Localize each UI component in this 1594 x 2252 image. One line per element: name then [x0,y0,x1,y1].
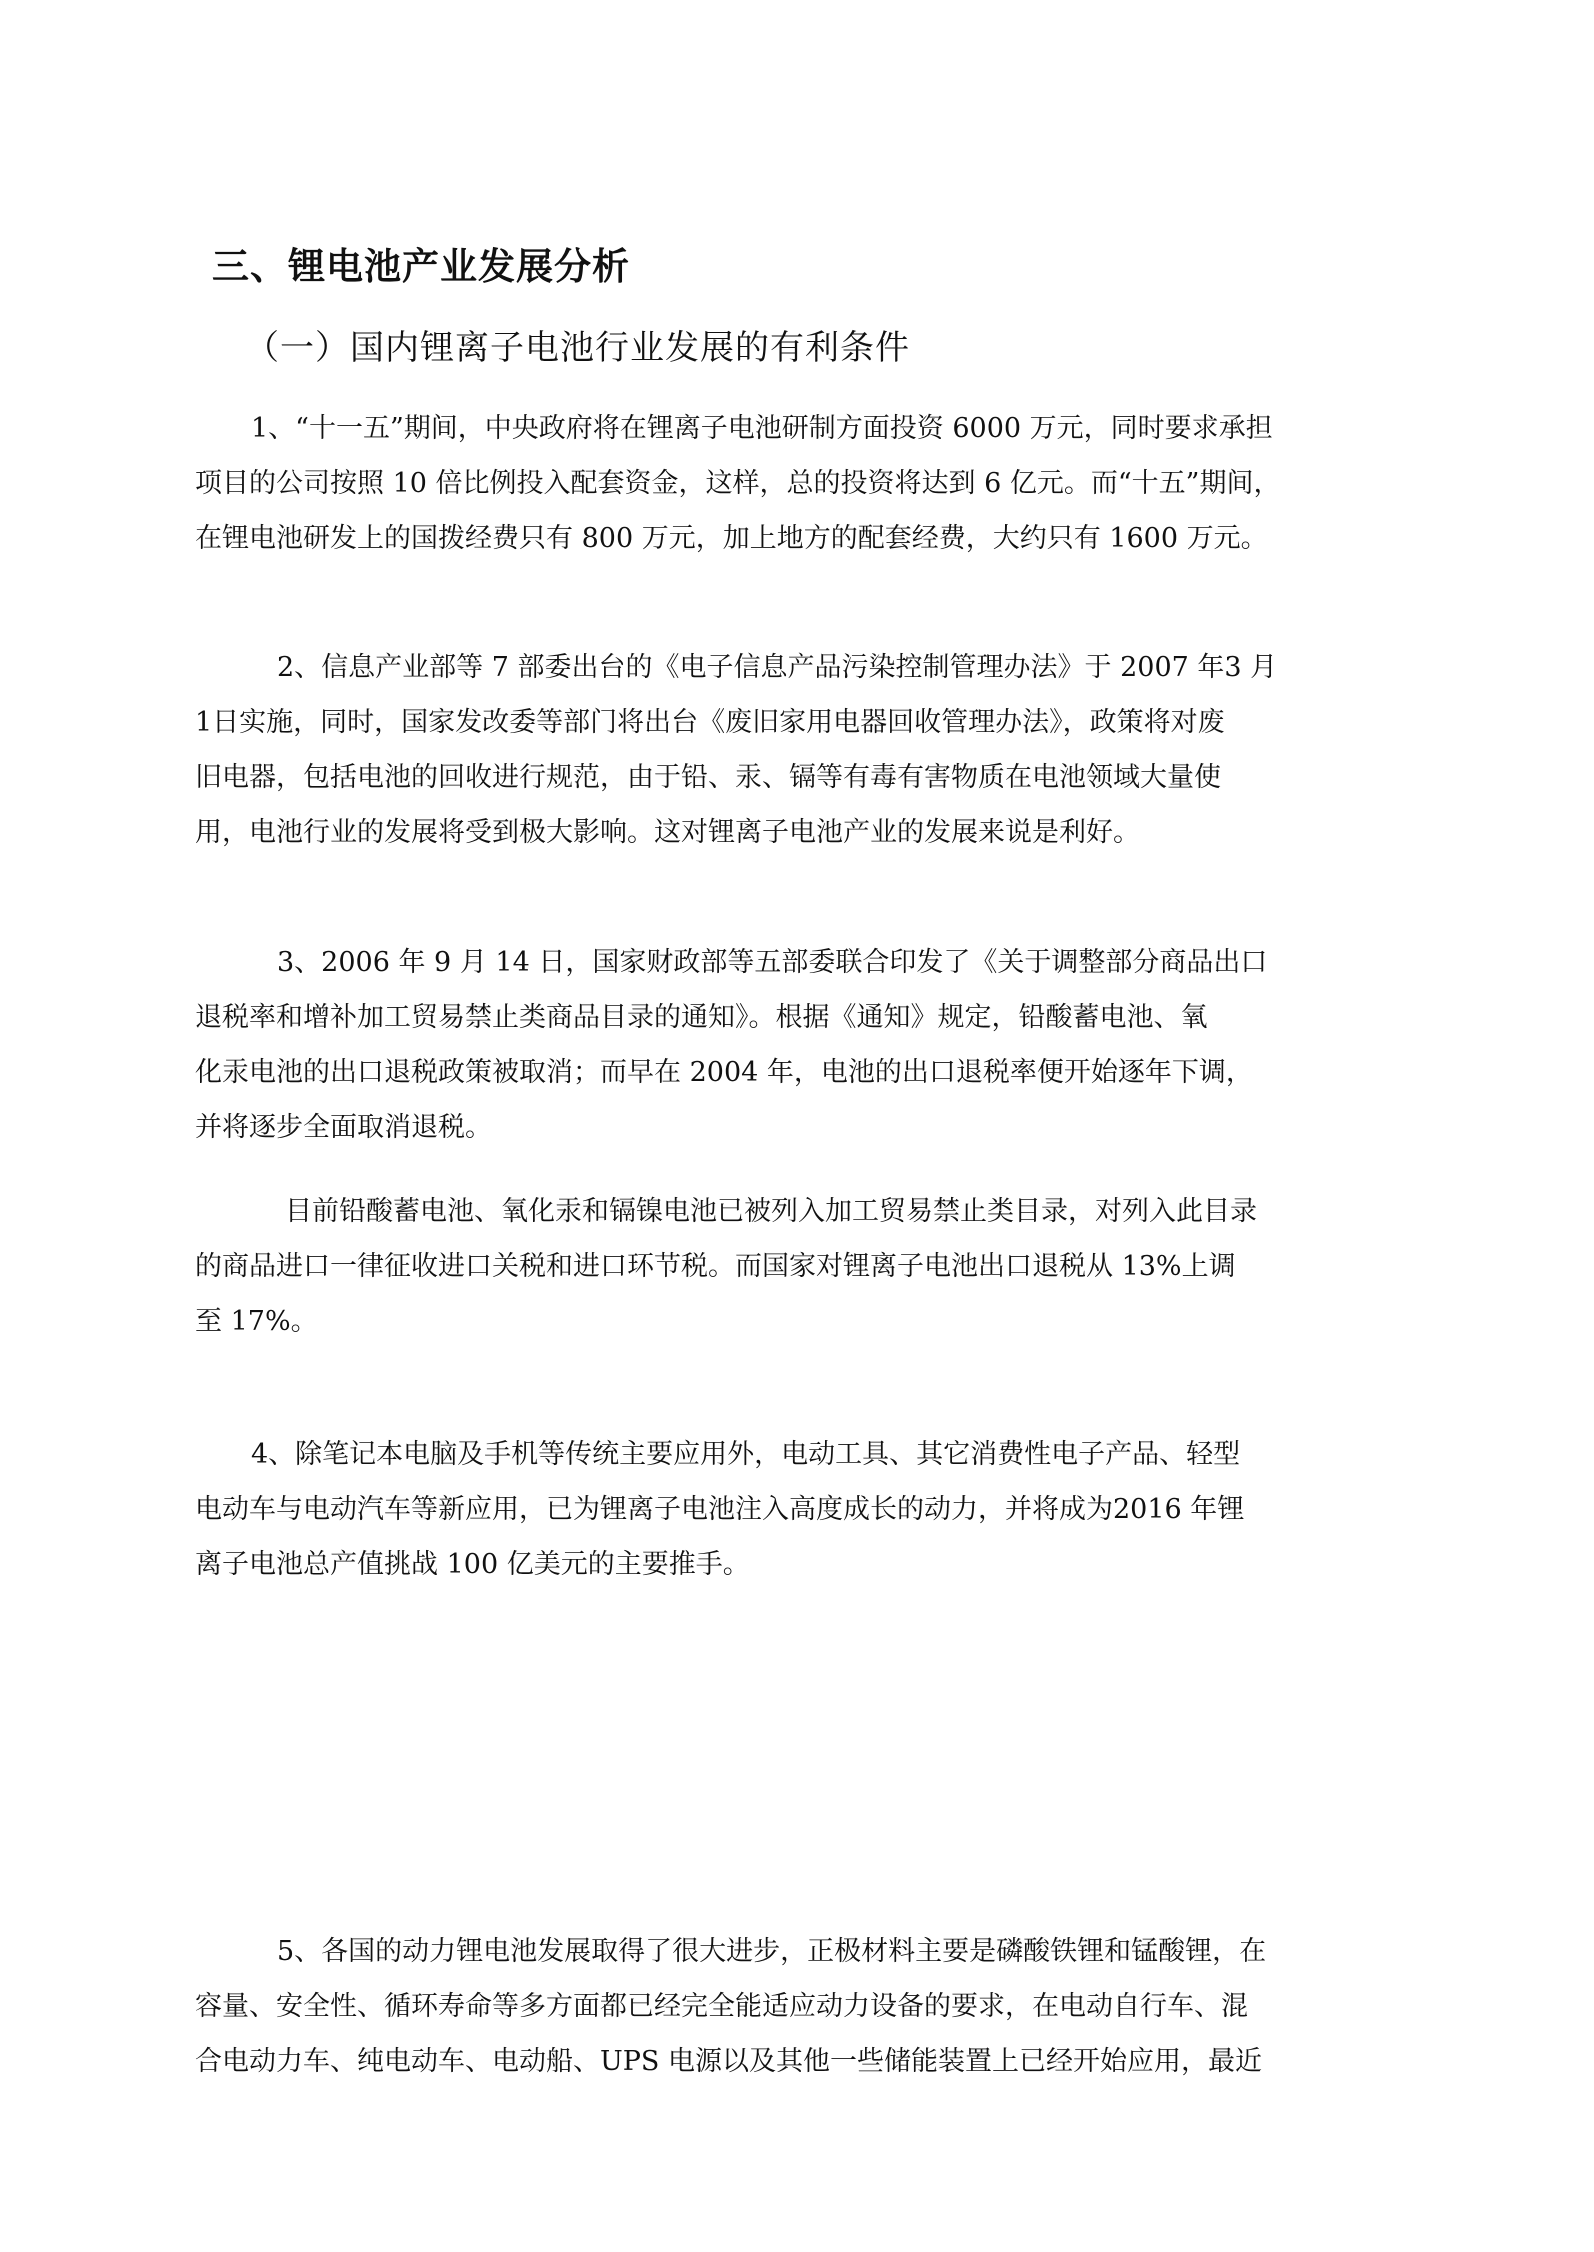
paragraph-line: 2、信息产业部等 7 部委出台的《电子信息产品污染控制管理办法》于 2007 年3 月 [277,652,1278,683]
paragraph-5 [195,1427,1421,1592]
paragraph-line: 并将逐步全面取消退税。 [195,1112,492,1143]
paragraph-line: 合电动力车、纯电动车、电动船、UPS 电源以及其他一些储能装置上已经开始应用，最近 [195,2046,1262,2077]
paragraph-line: 3、2006 年 9 月 14 日，国家财政部等五部委联合印发了《关于调整部分商品出口 [277,947,1268,978]
subsection-heading: （一）国内锂离子电池行业发展的有利条件 [245,328,910,368]
paragraph-3 [195,935,1421,1155]
paragraph-line: 容量、安全性、循环寿命等多方面都已经完全能适应动力设备的要求，在电动自行车、混 [195,1991,1248,2022]
paragraph-1 [195,401,1421,566]
paragraph-line: 4、除笔记本电脑及手机等传统主要应用外，电动工具、其它消费性电子产品、轻型 [251,1439,1241,1470]
paragraph-line: 项目的公司按照 10 倍比例投入配套资金，这样，总的投资将达到 6 亿元。而“十五”期间， [195,468,1281,499]
paragraph-line: 用，电池行业的发展将受到极大影响。这对锂离子电池产业的发展来说是利好。 [195,817,1140,848]
paragraph-6 [195,1924,1421,2089]
paragraph-2 [195,640,1421,860]
paragraph-line: 5、各国的动力锂电池发展取得了很大进步，正极材料主要是磷酸铁锂和锰酸锂，在 [277,1936,1267,1967]
paragraph-4 [195,1184,1421,1349]
paragraph-line: 目前铅酸蓄电池、氧化汞和镉镍电池已被列入加工贸易禁止类目录，对列入此目录 [285,1196,1257,1227]
paragraph-line: 的商品进口一律征收进口关税和进口环节税。而国家对锂离子电池出口退税从 13%上调 [195,1251,1236,1282]
paragraph-line: 1日实施，同时，国家发改委等部门将出台《废旧家用电器回收管理办法》，政策将对废 [195,707,1225,738]
paragraph-line: 化汞电池的出口退税政策被取消；而早在 2004 年，电池的出口退税率便开始逐年下调， [195,1057,1253,1088]
paragraph-line: 1、“十一五”期间，中央政府将在锂离子电池研制方面投资 6000 万元，同时要求承担 [251,413,1273,444]
paragraph-line: 离子电池总产值挑战 100 亿美元的主要推手。 [195,1549,750,1580]
paragraph-line: 在锂电池研发上的国拨经费只有 800 万元，加上地方的配套经费，大约只有 1600 万元。 [195,523,1268,554]
paragraph-line: 电动车与电动汽车等新应用，已为锂离子电池注入高度成长的动力，并将成为2016 年锂 [195,1494,1245,1525]
paragraph-line: 退税率和增补加工贸易禁止类商品目录的通知》。根据《通知》规定，铅酸蓄电池、氧 [195,1002,1208,1033]
paragraph-line: 旧电器，包括电池的回收进行规范，由于铅、汞、镉等有毒有害物质在电池领域大量使 [195,762,1221,793]
paragraph-line: 至 17%。 [195,1306,318,1337]
section-heading: 三、锂电池产业发展分析 [212,245,630,288]
